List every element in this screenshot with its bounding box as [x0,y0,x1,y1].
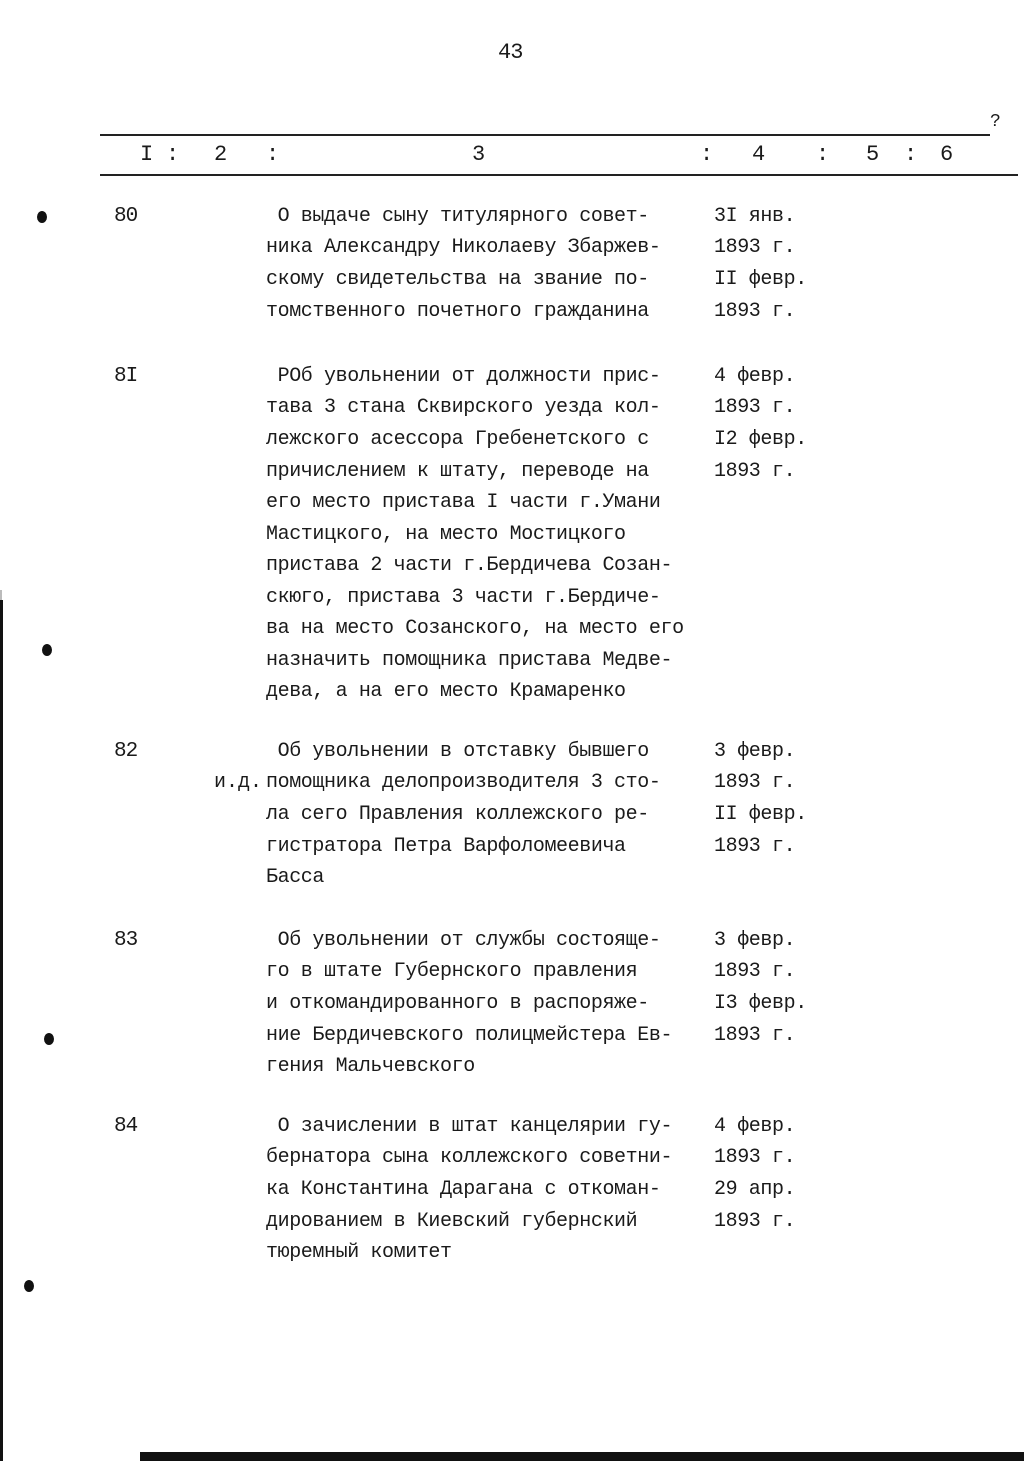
entry-text-line: томственного почетного гражданина [266,300,649,323]
column-heading-3: 3 [472,142,486,167]
entry-start-date: 4 февр. [714,1115,796,1138]
corner-mark: ? [990,112,1001,132]
entry-text-line: пристава 2 части г.Бердичева Созан- [266,554,673,577]
entry-text-line: Басса [266,866,325,889]
entry-text-line: его место пристава I части г.Умани [266,491,661,514]
entry-start-year: 1893 г. [714,396,796,419]
entry-text-line: О зачислении в штат канцелярии гу- [266,1115,673,1138]
entry-start-date: 3 февр. [714,740,796,763]
entry-text-line: ние Бердичевского полицмейстера Ев- [266,1024,673,1047]
entry-number: 84 [114,1115,138,1138]
entry-end-year: 1893 г. [714,1210,796,1233]
column-heading-5: 5 [866,142,880,167]
entry-text-line: О выдаче сыну титулярного совет- [266,205,649,228]
entry-end-date: 29 апр. [714,1178,796,1201]
binding-hole-mark [42,644,52,656]
column-separator: : [266,142,280,167]
column-heading-2: 2 [214,142,228,167]
binding-hole-mark [37,211,47,223]
page-number: 43 [498,40,523,65]
entry-end-date: I2 февр. [714,428,807,451]
entry-text-line: помощника делопроизводителя 3 сто- [266,771,661,794]
entry-start-date: 3I янв. [714,205,796,228]
entry-start-year: 1893 г. [714,771,796,794]
binding-hole-mark [24,1280,34,1292]
entry-end-year: 1893 г. [714,300,796,323]
entry-end-date: II февр. [714,803,807,826]
entry-text-line: ла сего Правления коллежского ре- [266,803,649,826]
entry-text-line: скому свидетельства на звание по- [266,268,649,291]
entry-text-line: го в штате Губернского правления [266,960,638,983]
entry-start-year: 1893 г. [714,1146,796,1169]
entry-number: 82 [114,740,138,763]
entry-text-line: дева, а на его место Крамаренко [266,680,626,703]
header-rule-top [100,134,990,136]
entry-start-date: 3 февр. [714,929,796,952]
entry-text-line: Об увольнении от службы состояще- [266,929,661,952]
entry-text-line: назначить помощника пристава Медве- [266,649,673,672]
entry-text-line: РОб увольнении от должности прис- [266,365,661,388]
scan-left-edge [0,600,3,1461]
entry-text-line: Мастицкого, на место Мостицкого [266,523,626,546]
entry-text-line: причислением к штату, переводе на [266,460,649,483]
entry-end-year: 1893 г. [714,1024,796,1047]
entry-number: 80 [114,205,138,228]
entry-text-line: ка Константина Дарагана с откоман- [266,1178,661,1201]
entry-text-line: тюремный комитет [266,1241,452,1264]
entry-text-line: ва на место Созанского, на место его [266,617,684,640]
entry-text-line: бернатора сына коллежского советни- [266,1146,673,1169]
entry-end-year: 1893 г. [714,460,796,483]
entry-prefix-abbrev: и.д. [214,771,263,794]
column-separator: : [816,142,830,167]
column-separator: : [700,142,714,167]
column-separator: : [166,142,180,167]
binding-hole-mark [44,1033,54,1045]
entry-text-line: скюго, пристава 3 части г.Бердиче- [266,586,661,609]
entry-start-year: 1893 г. [714,236,796,259]
entry-text-line: ника Александру Николаеву Збаржев- [266,236,661,259]
entry-text-line: лежского асессора Гребенетского с [266,428,649,451]
entry-start-date: 4 февр. [714,365,796,388]
entry-end-date: II февр. [714,268,807,291]
scan-bottom-edge [140,1452,1024,1461]
entry-text-line: и откомандированного в распоряже- [266,992,649,1015]
header-rule-bottom [100,174,1018,176]
entry-text-line: дированием в Киевский губернский [266,1210,638,1233]
entry-end-year: 1893 г. [714,835,796,858]
entry-end-date: I3 февр. [714,992,807,1015]
entry-start-year: 1893 г. [714,960,796,983]
entry-number: 83 [114,929,138,952]
column-heading-1: I [140,142,154,167]
entry-text-line: тава 3 стана Сквирского уезда кол- [266,396,661,419]
column-heading-4: 4 [752,142,766,167]
column-heading-6: 6 [940,142,954,167]
entry-text-line: гистратора Петра Варфоломеевича [266,835,626,858]
column-separator: : [904,142,918,167]
entry-number: 8I [114,365,138,388]
entry-text-line: Об увольнении в отставку бывшего [266,740,649,763]
entry-text-line: гения Мальчевского [266,1055,475,1078]
